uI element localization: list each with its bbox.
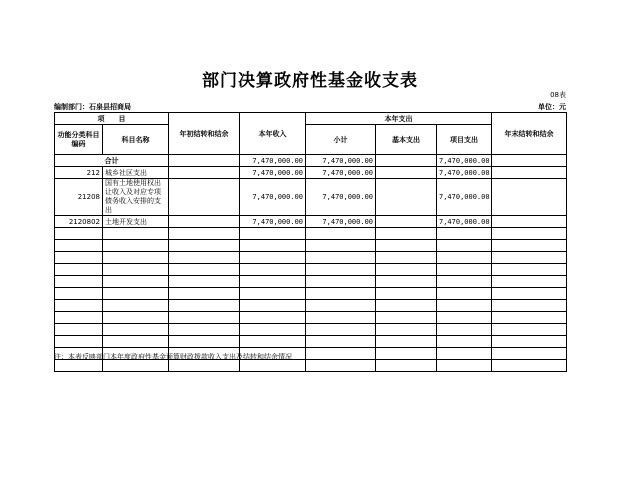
cell-basic bbox=[376, 179, 437, 216]
total-label: 合计 bbox=[55, 155, 169, 167]
empty-row bbox=[55, 300, 567, 312]
cell-name: 国有土地使用权出让收入及对应专项债务收入安排的支出 bbox=[103, 179, 169, 216]
header-row-1 bbox=[55, 113, 567, 125]
cell-subtotal: 7,470,000.00 bbox=[306, 167, 376, 179]
empty-row bbox=[55, 312, 567, 324]
organization-label: 编制部门：石泉县招商局 bbox=[54, 103, 131, 111]
table-row bbox=[55, 167, 567, 179]
table-row-total bbox=[55, 155, 567, 167]
cell-end bbox=[492, 216, 567, 228]
cell-begin bbox=[169, 155, 240, 167]
header-basic: 基本支出 bbox=[376, 125, 437, 155]
cell-code: 2120802 bbox=[55, 216, 103, 228]
cell-end bbox=[492, 167, 567, 179]
header-project: 项 目 bbox=[55, 113, 169, 125]
header-expense: 本年支出 bbox=[306, 113, 492, 125]
header-income: 本年收入 bbox=[240, 113, 306, 155]
cell-code: 21208 bbox=[55, 179, 103, 216]
cell-basic bbox=[376, 155, 437, 167]
fund-table bbox=[54, 112, 567, 372]
empty-row bbox=[55, 288, 567, 300]
cell-income: 7,470,000.00 bbox=[240, 155, 306, 167]
header-row-2 bbox=[55, 125, 567, 155]
cell-end bbox=[492, 179, 567, 216]
header-subject-name: 科目名称 bbox=[103, 125, 169, 155]
cell-income: 7,470,000.00 bbox=[240, 216, 306, 228]
unit-label: 单位：元 bbox=[538, 103, 566, 111]
header-project-expense: 项目支出 bbox=[437, 125, 492, 155]
cell-name: 土地开发支出 bbox=[103, 216, 169, 228]
footnote: 注：本表反映部门本年度政府性基金预算财政拨款收入支出及结转和结余情况 bbox=[54, 353, 292, 361]
cell-code: 212 bbox=[55, 167, 103, 179]
form-number: 08表 bbox=[550, 91, 566, 99]
empty-row bbox=[55, 240, 567, 252]
header-begin-balance: 年初结转和结余 bbox=[169, 113, 240, 155]
cell-basic bbox=[376, 216, 437, 228]
cell-begin bbox=[169, 179, 240, 216]
cell-subtotal: 7,470,000.00 bbox=[306, 216, 376, 228]
cell-project: 7,470,000.00 bbox=[437, 155, 492, 167]
empty-row bbox=[55, 324, 567, 336]
cell-name: 城乡社区支出 bbox=[103, 167, 169, 179]
table-row bbox=[55, 179, 567, 216]
cell-project: 7,470,000.00 bbox=[437, 179, 492, 216]
empty-row bbox=[55, 276, 567, 288]
cell-begin bbox=[169, 167, 240, 179]
empty-row bbox=[55, 228, 567, 240]
header-func-code: 功能分类科目编码 bbox=[55, 125, 103, 155]
cell-subtotal: 7,470,000.00 bbox=[306, 155, 376, 167]
cell-project: 7,470,000.00 bbox=[437, 167, 492, 179]
report-title: 部门决算政府性基金收支表 bbox=[202, 71, 418, 91]
header-end-balance: 年末结转和结余 bbox=[492, 113, 567, 155]
cell-project: 7,470,000.00 bbox=[437, 216, 492, 228]
table-row bbox=[55, 216, 567, 228]
cell-begin bbox=[169, 216, 240, 228]
header-subtotal: 小计 bbox=[306, 125, 376, 155]
empty-row bbox=[55, 252, 567, 264]
cell-subtotal: 7,470,000.00 bbox=[306, 179, 376, 216]
empty-row bbox=[55, 336, 567, 348]
empty-row bbox=[55, 264, 567, 276]
cell-end bbox=[492, 155, 567, 167]
cell-income: 7,470,000.00 bbox=[240, 179, 306, 216]
cell-income: 7,470,000.00 bbox=[240, 167, 306, 179]
cell-basic bbox=[376, 167, 437, 179]
